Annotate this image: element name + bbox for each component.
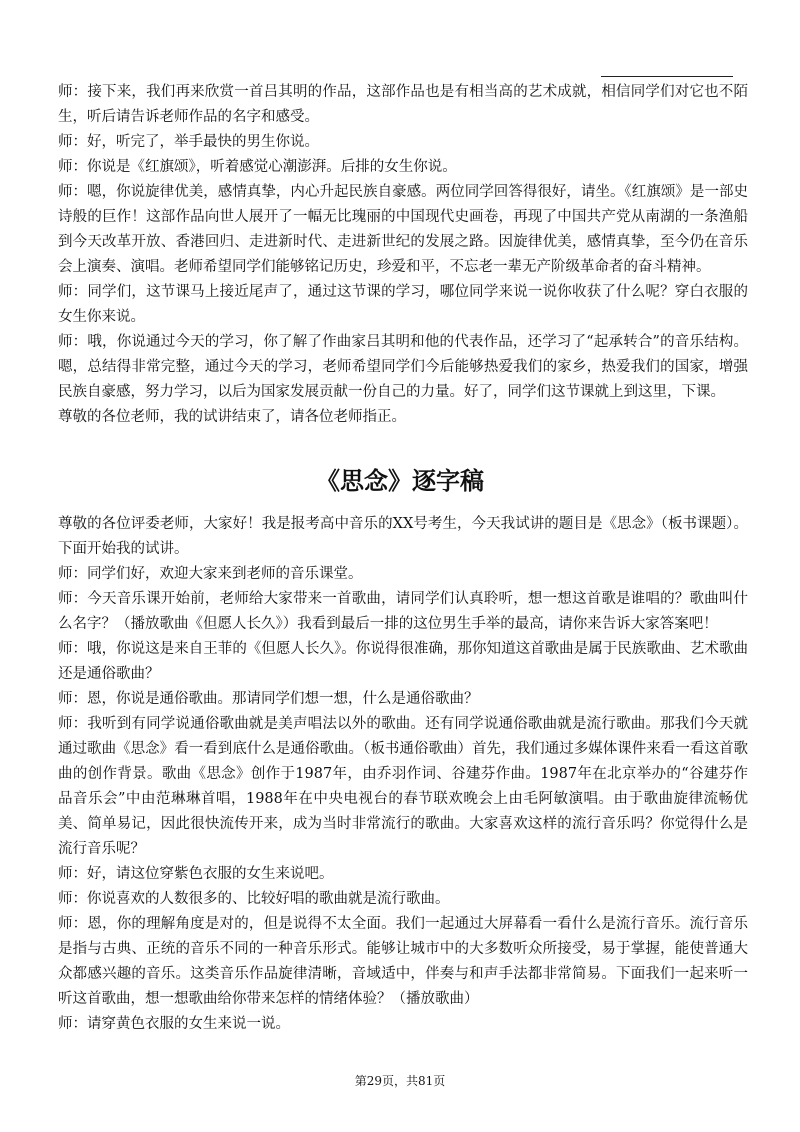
- section-hongqisong-ending: [58, 80, 748, 430]
- paragraph: 师：嗯，你说旋律优美，感情真挚，内心升起民族自豪感。两位同学回答得很好，请坐。《红旗颂》是一部史诗般的巨作！这部作品向世人展开了一幅无比瑰丽的中国现代史画卷，再现了中国共产党从南湖的一条渔船到今天改革开放、香港回归、走进新时代、走进新世纪的发展之路。因旋律优美，感情真挚，至今仍在音乐会上演奏、演唱。老师希望同学们能够铭记历史，珍爱和平，不忘老一辈无产阶级革命者的奋斗精神。: [58, 184, 748, 275]
- paragraph: 师：接下来，我们再来欣赏一首吕其明的作品，这部作品也是有相当高的艺术成就，相信同学们对它也不陌生，听后请告诉老师作品的名字和感受。: [58, 84, 748, 125]
- paragraph: 师：好，听完了，举手最快的男生你说。: [58, 134, 319, 150]
- document-title: 《思念》逐字稿: [316, 467, 484, 495]
- paragraph: 师：恩，你说是通俗歌曲。那请同学们想一想，什么是通俗歌曲？: [58, 691, 479, 707]
- paragraph: 师：恩，你的理解角度是对的，但是说得不太全面。我们一起通过大屏幕看一看什么是流行音乐。流行音乐是指与古典、正统的音乐不同的一种音乐形式。能够让城市中的大多数听众所接受，易于掌握，能使普通大众都感兴趣的音乐。这类音乐作品旋律清晰，音域适中，伴奏与和声手法都非常简易。下面我们一起来听一听这首歌曲，想一想歌曲给你带来怎样的情绪体验？（播放歌曲）: [58, 916, 748, 1007]
- paragraph: 师：我听到有同学说通俗歌曲就是美声唱法以外的歌曲。还有同学说通俗歌曲就是流行歌曲。那我们今天就通过歌曲《思念》看一看到底什么是通俗歌曲。（板书通俗歌曲）首先，我们通过多媒体课件来看一看这首歌曲的创作背景。歌曲《思念》创作于1987年，由乔羽作词、谷建芬作曲。1987年在北京举办的“谷建芬作品音乐会”中由范琳琳首唱，1988年在中央电视台的春节联欢晚会上由毛阿敏演唱。由于歌曲旋律流畅优美、简单易记，因此很快流传开来，成为当时非常流行的歌曲。大家喜欢这样的流行音乐吗？你觉得什么是流行音乐呢？: [58, 716, 748, 857]
- paragraph: 师：今天音乐课开始前，老师给大家带来一首歌曲，请同学们认真聆听，想一想这首歌是谁唱的？歌曲叫什么名字？（播放歌曲《但愿人长久》）我看到最后一排的这位男生手举的最高，请你来告诉大家答案吧！: [58, 591, 748, 632]
- paragraph: 师：你说喜欢的人数很多的、比较好唱的歌曲就是流行歌曲。: [58, 891, 450, 907]
- paragraph: 尊敬的各位老师，我的试讲结束了，请各位老师指正。: [58, 409, 406, 425]
- paragraph: 师：好，请这位穿紫色衣服的女生来说吧。: [58, 866, 334, 882]
- paragraph: 师：同学们好，欢迎大家来到老师的音乐课堂。: [58, 566, 363, 582]
- paragraph: 师：同学们，这节课马上接近尾声了，通过这节课的学习，哪位同学来说一说你收获了什么呢？穿白衣服的女生你来说。: [58, 284, 748, 325]
- paragraph: 尊敬的各位评委老师，大家好！我是报考高中音乐的XX号考生，今天我试讲的题目是《思念》（板书课题）。下面开始我的试讲。: [58, 516, 748, 557]
- section-sinian-transcript: [58, 512, 748, 1037]
- page-number: 第29页，共81页: [354, 1074, 446, 1088]
- paragraph: 师：哦，你说这是来自王菲的《但愿人长久》。你说得很准确，那你知道这首歌曲是属于民族歌曲、艺术歌曲还是通俗歌曲？: [58, 641, 748, 682]
- paragraph: 师：请穿黄色衣服的女生来说一说。: [58, 1016, 290, 1032]
- paragraph: 师：你说是《红旗颂》，听着感觉心潮澎湃。后排的女生你说。: [58, 159, 457, 175]
- paragraph: 师：哦，你说通过今天的学习，你了解了作曲家吕其明和他的代表作品，还学习了“起承转合”的音乐结构。嗯，总结得非常完整，通过今天的学习，老师希望同学们今后能够热爱我们的家乡，热爱我们的国家，增强民族自豪感，努力学习，以后为国家发展贡献一份自己的力量。好了，同学们这节课就上到这里，下课。: [58, 334, 748, 400]
- header-rule: [601, 76, 733, 77]
